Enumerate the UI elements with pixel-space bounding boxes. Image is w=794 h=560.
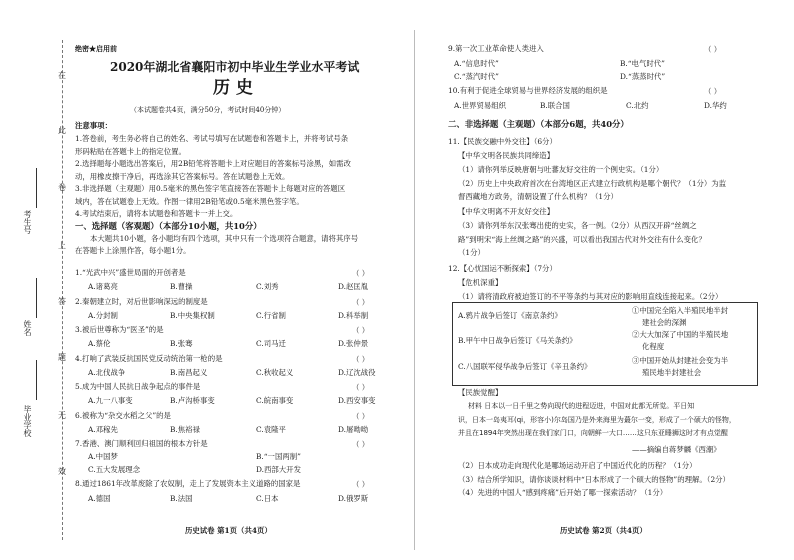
notice-heading: 注意事项：: [75, 121, 112, 130]
binding-char-2: 卷: [58, 183, 66, 192]
notice-line-5: 域内，答在试题卷上无效。作图一律用2B铅笔或0.5毫米黑色签字笔。: [75, 196, 304, 206]
q2-option-c: C.行省制: [256, 310, 286, 320]
q11-line2-2: （1分）: [458, 248, 485, 257]
material-line-0: 材料 日本以一日千里之势向现代的进程迈进，中国对此都无所觉。平日知: [468, 402, 695, 410]
q12-line2-1: （3）结合所学知识，请你谈谈材料中“日本形成了一个硕大的怪物”的理解。（2分）: [458, 474, 730, 484]
q6-stem: 6.被称为“杂交水稻之父”的是: [75, 410, 171, 420]
q5-option-d: D.西安事变: [338, 396, 376, 405]
material-line-1: 识，日本一岛夷耳(qi，形容小)尔岛国乃是外来海里为蕞尔一变，形成了一个硕大的怪物，: [458, 415, 736, 424]
q5-option-b: B.卢沟桥事变: [170, 396, 215, 405]
q8-option-b: B.法国: [170, 494, 193, 503]
q12-line2-2: （4）先进的中国人“感到疼痛”后开始了哪一探索活动？（1分）: [458, 488, 668, 497]
q1-answer-paren[interactable]: （ ）: [352, 269, 370, 278]
footer-right: 历史试卷 第2页（共4页）: [560, 526, 647, 535]
q9-option-a: A.“信息时代”: [454, 59, 499, 68]
student-label-1: 姓名: [23, 320, 32, 336]
q12-sub1: 【危机深重】: [458, 278, 503, 287]
q6-option-c: C.袁隆平: [256, 424, 286, 434]
material-line-2: 并且在1894年突然出现在我们家门口，向朝鲜一大口……这只东亚睡狮这时才有点觉醒: [458, 429, 728, 437]
section2-heading: 二、非选择题（主观题）（本部分6题，共40分）: [448, 119, 629, 129]
binding-char-6: 无: [58, 411, 66, 420]
section1-desc-2: 在答题卡上涂黑作答，每小题1分。: [75, 246, 191, 255]
impact-3-line2: 殖民地半封建社会: [642, 368, 702, 377]
q4-option-a: A.北伐战争: [88, 367, 126, 377]
notice-line-4: 3.非选择题（主观题）用0.5毫米的黑色签字笔直接答在答题卡上每题对应的答题区: [75, 184, 346, 193]
q3-option-c: C.司马迁: [256, 339, 286, 348]
q5-option-a: A.九一八事变: [88, 396, 133, 405]
notice-line-1: 形码粘贴在答题卡上的指定位置。: [75, 146, 186, 156]
student-info-line-0[interactable]: [36, 168, 37, 208]
q1-option-d: D.赵匡胤: [338, 282, 369, 291]
binding-char-0: 在: [58, 71, 66, 80]
q8-stem: 8.通过1861年改革废除了农奴制，走上了发展资本主义道路的国家是: [75, 479, 301, 488]
q7-option-d: D.西部大开发: [256, 465, 301, 474]
q3-stem: 3.被后世尊称为“医圣”的是: [75, 325, 164, 334]
binding-char-1: 此: [58, 126, 66, 135]
q11-line1-1: （2）历史上中央政府首次在台湾地区正式建立行政机构是哪个朝代？（1分）为监: [458, 178, 727, 188]
q10-option-c: C.北约: [626, 101, 649, 110]
q11-line2-0: （3）请你列举东汉张骞出使的史实，各一例。（2分）从西汉开辟“丝绸之: [458, 221, 697, 230]
q11-sub2: 【中华文明离不开友好交往】: [458, 207, 555, 216]
q10-answer-paren[interactable]: （ ）: [704, 87, 722, 96]
q5-option-c: C.皖南事变: [256, 396, 294, 405]
q8-option-a: A.德国: [88, 494, 111, 503]
q4-option-b: B.南昌起义: [170, 367, 208, 377]
impact-1-line2: 建社会的深渊: [642, 318, 687, 327]
q3-option-b: B.张骞: [170, 339, 193, 348]
q7-option-a: A.中国梦: [88, 452, 118, 461]
notice-line-0: 1.答卷前，考生务必将自己的姓名、考试号填写在试题卷和答题卡上，并将考试号条: [75, 134, 349, 143]
q6-option-b: B.焦裕禄: [170, 424, 200, 434]
material-source: ——摘编自蒋梦麟《西潮》: [632, 445, 721, 454]
q4-stem: 4.打响了武装反抗国民党反动统治第一枪的是: [75, 353, 223, 363]
q11-line1-0: （1）请你列举反映唐朝与吐蕃友好交往的一个例史实。（1分）: [458, 165, 664, 174]
binding-char-7: 效: [58, 467, 66, 476]
q4-option-d: D.辽沈战役: [338, 367, 376, 377]
q4-answer-paren[interactable]: （ ）: [352, 354, 370, 364]
q7-answer-paren[interactable]: （ ）: [352, 440, 370, 449]
q10-option-b: B.联合国: [540, 101, 570, 110]
section1-heading: 一、选择题（客观题）（本部分10小题，共10分）: [75, 221, 262, 231]
q7-option-c: C.五大发展理念: [88, 465, 141, 474]
impact-2-line1[interactable]: ②大大加深了中国的半殖民地: [632, 330, 729, 339]
q8-answer-paren[interactable]: （ ）: [352, 480, 370, 489]
q8-option-c: C.日本: [256, 494, 279, 503]
notice-line-6: 4.考试结束后，请将本试题卷和答题卡一并上交。: [75, 209, 238, 218]
page-divider: [414, 30, 415, 550]
q9-option-d: D.“蒸蒸时代”: [620, 72, 666, 81]
q12-sub2: 【民族觉醒】: [458, 388, 503, 397]
q1-stem: 1.“光武中兴”盛世局面的开创者是: [75, 268, 186, 277]
q11-line2-1: 路”到明宋“海上丝绸之路”的兴盛，可以看出我国古代对外交往有什么变化？: [458, 234, 706, 244]
q7-stem: 7.香港、澳门顺利回归祖国的根本方针是: [75, 439, 208, 448]
q3-option-a: A.蔡伦: [88, 339, 111, 348]
q9-option-b: B.“电气时代”: [620, 59, 665, 68]
q1-option-c: C.刘秀: [256, 282, 279, 291]
q9-answer-paren[interactable]: （ ）: [704, 45, 722, 54]
q10-option-a: A.世界贸易组织: [454, 101, 507, 110]
q1-option-a: A.诸葛亮: [88, 282, 118, 291]
binding-line: [62, 40, 63, 540]
student-label-0: 考生号: [23, 210, 32, 234]
impact-3-line1[interactable]: ③中国开始从封建社会变为半: [632, 356, 729, 365]
secret-mark: 绝密★启用前: [75, 44, 117, 53]
exam-title: 2020年湖北省襄阳市初中毕业生学业水平考试: [110, 60, 360, 74]
student-label-2: 毕业学校: [23, 405, 32, 437]
q6-option-d: D.屠呦呦: [338, 424, 369, 434]
q2-option-b: B.中央集权制: [170, 310, 215, 320]
section1-desc-1: 本大题共10小题，各小题均有四个选项，其中只有一个选项符合题意，请将其序号: [90, 234, 359, 243]
q2-answer-paren[interactable]: （ ）: [352, 297, 370, 307]
exam-subtitle: （本试题卷共4页，满分50分，考试时间40分钟）: [130, 106, 286, 114]
q12-heading: 12.【心忧国运不断探索】（7分）: [448, 264, 557, 273]
q3-option-d: D.张仲景: [338, 339, 369, 348]
binding-char-5: 题: [58, 353, 66, 362]
q11-line1-2: 督西藏地方政务，清朝设置了什么机构？（1分）: [458, 192, 618, 201]
treaty-option-b[interactable]: B.甲午中日战争后签订《马关条约》: [458, 336, 577, 345]
notice-line-3: 动，用橡皮擦干净后，再选涂其它答案标号。答在试题卷上无效。: [75, 171, 290, 181]
q12-line2-0: （2）日本成功走向现代化是哪场运动开启了中国近代化的历程？（1分）: [458, 461, 697, 470]
q1-option-b: B.曹操: [170, 282, 193, 291]
impact-1-line1[interactable]: ①中国完全陷入半殖民地半封: [632, 306, 729, 315]
notice-line-2: 2.选择题每小题选出答案后，用2B铅笔将答题卡上对应题目的答案标号涂黑，如需改: [75, 159, 351, 168]
q2-option-d: D.科举制: [338, 310, 369, 320]
footer-left: 历史试卷 第1页（共4页）: [185, 526, 272, 535]
q2-stem: 2.秦朝建立时，对后世影响深远的制度是: [75, 296, 208, 306]
treaty-option-c[interactable]: C.八国联军侵华战争后签订《辛丑条约》: [458, 362, 592, 371]
q4-option-c: C.秋收起义: [256, 367, 294, 377]
q8-option-d: D.俄罗斯: [338, 494, 369, 503]
q10-stem: 10.有利于促进全球贸易与世界经济发展的组织是: [448, 86, 608, 95]
q7-option-b: B.“一国两制”: [256, 452, 301, 461]
q9-option-c: C.“蒸汽时代”: [454, 72, 499, 81]
q12-part1-question: （1）请将清政府被迫签订的不平等条约与其对应的影响用直线连接起来。（2分）: [458, 292, 723, 301]
q9-stem: 9.第一次工业革命使人类进入: [448, 44, 544, 53]
q6-option-a: A.邓稼先: [88, 424, 118, 434]
q11-heading: 11.【民族交融中外交往】（6分）: [448, 137, 557, 146]
q3-answer-paren[interactable]: （ ）: [352, 326, 370, 335]
q5-answer-paren[interactable]: （ ）: [352, 383, 370, 392]
treaty-option-a[interactable]: A.鸦片战争后签订《南京条约》: [458, 311, 562, 320]
student-info-line-2[interactable]: [36, 360, 37, 400]
binding-char-4: 答: [58, 297, 66, 306]
impact-2-line2: 化程度: [642, 342, 665, 351]
binding-char-3: 上: [58, 241, 66, 250]
subject-title: 历 史: [213, 78, 253, 98]
q2-option-a: A.分封制: [88, 310, 118, 320]
student-info-line-1[interactable]: [36, 278, 37, 318]
q6-answer-paren[interactable]: （ ）: [352, 411, 370, 421]
q10-option-d: D.华约: [704, 101, 727, 110]
q5-stem: 5.成为中国人民抗日战争起点的事件是: [75, 382, 201, 391]
q11-sub1: 【中华文明各民族共同缔造】: [458, 151, 555, 160]
